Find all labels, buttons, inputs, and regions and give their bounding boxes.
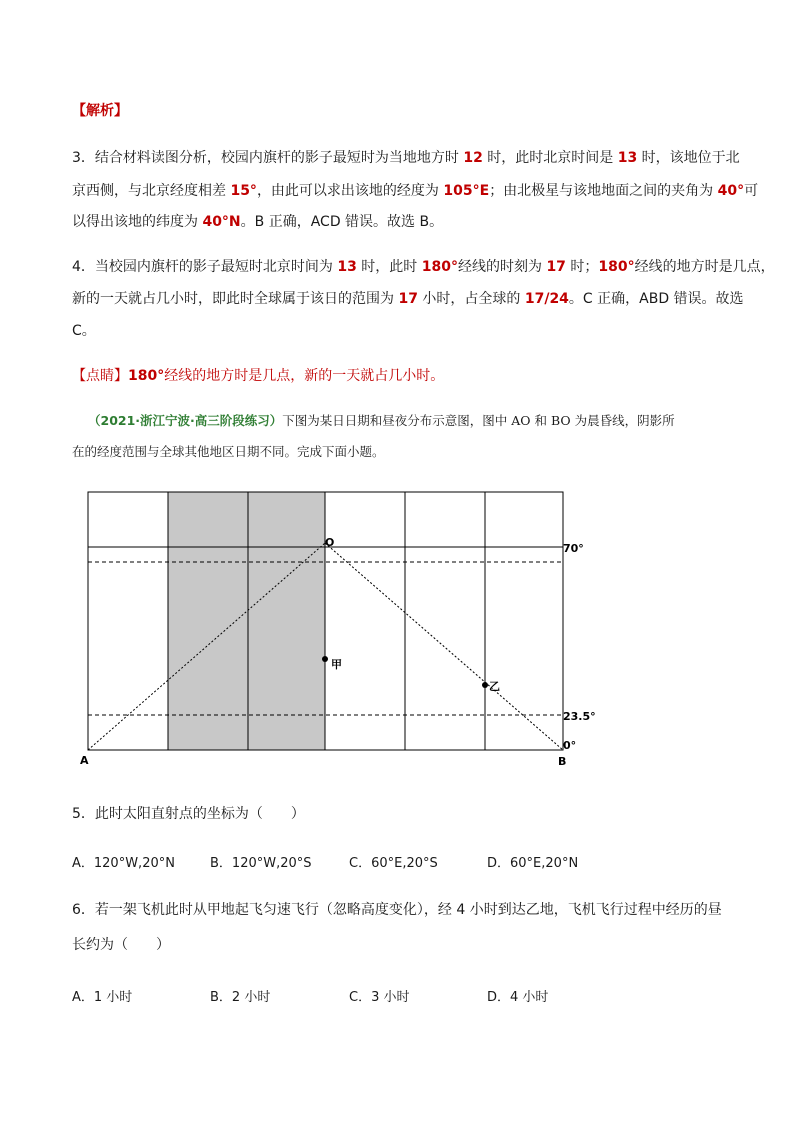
label-B: B — [558, 755, 567, 768]
label-lat23-5: 23.5° — [563, 710, 596, 723]
shaded-date-region — [168, 492, 325, 750]
q3-analysis-line1: 3．结合材料读图分析，校园内旗杆的影子最短时为当地地方时 12 时，此时北京时间是 13 时，该地位于北 — [72, 150, 740, 166]
day-night-diagram — [0, 480, 794, 780]
q6-stem-line2: 长约为（ ） — [72, 937, 170, 953]
q6-option-b[interactable]: B．2 小时 — [210, 990, 271, 1005]
q5-stem: 5．此时太阳直射点的坐标为（ ） — [72, 806, 305, 822]
q6-option-a[interactable]: A．1 小时 — [72, 990, 133, 1005]
label-O: O — [325, 536, 335, 549]
analysis-header: 【解析】 — [72, 103, 128, 119]
point-jia — [322, 656, 328, 662]
q6-option-d[interactable]: D．4 小时 — [487, 990, 549, 1005]
dianjing-note: 【点睛】180°经线的地方时是几点，新的一天就占几小时。 — [72, 368, 445, 384]
q3-analysis-line3: 以得出该地的纬度为 40°N。B 正确，ACD 错误。故选 B。 — [72, 214, 444, 230]
source-tag: （2021·浙江宁波·高三阶段练习） — [88, 413, 283, 428]
q4-analysis-line1: 4．当校园内旗杆的影子最短时北京时间为 13 时，此时 180°经线的时刻为 17 时；180°经线的地方时是几点， — [72, 259, 775, 275]
q4-analysis-line3: C。 — [72, 323, 96, 339]
q5-option-a[interactable]: A．120°W,20°N — [72, 856, 175, 871]
source-line — [88, 411, 675, 429]
label-A: A — [80, 754, 89, 767]
label-jia: 甲 — [331, 658, 342, 671]
source-text: 下图为某日日期和昼夜分布示意图，图中 AO 和 BO 为晨昏线，阴影所 — [282, 413, 675, 428]
q4-analysis-line2: 新的一天就占几小时，即此时全球属于该日的范围为 17 小时，占全球的 17/24。C 正确，ABD 错误。故选 — [72, 291, 744, 307]
source-text-cont: 在的经度范围与全球其他地区日期不同。完成下面小题。 — [72, 444, 385, 459]
q5-option-d[interactable]: D．60°E,20°N — [487, 856, 579, 871]
point-yi — [482, 682, 488, 688]
label-yi: 乙 — [489, 680, 500, 693]
label-lat70: 70° — [563, 542, 584, 555]
q6-option-c[interactable]: C．3 小时 — [349, 990, 410, 1005]
terminator-BO — [325, 543, 563, 750]
q6-stem-line1: 6．若一架飞机此时从甲地起飞匀速飞行（忽略高度变化），经 4 小时到达乙地，飞机飞行过程中经历的昼 — [72, 902, 722, 918]
q5-option-b[interactable]: B．120°W,20°S — [210, 856, 312, 871]
label-lat0: 0° — [563, 739, 577, 752]
q5-option-c[interactable]: C．60°E,20°S — [349, 856, 438, 871]
q3-analysis-line2: 京西侧，与北京经度相差 15°，由此可以求出该地的经度为 105°E；由北极星与该地地面之间的夹角为 40°可 — [72, 183, 759, 199]
